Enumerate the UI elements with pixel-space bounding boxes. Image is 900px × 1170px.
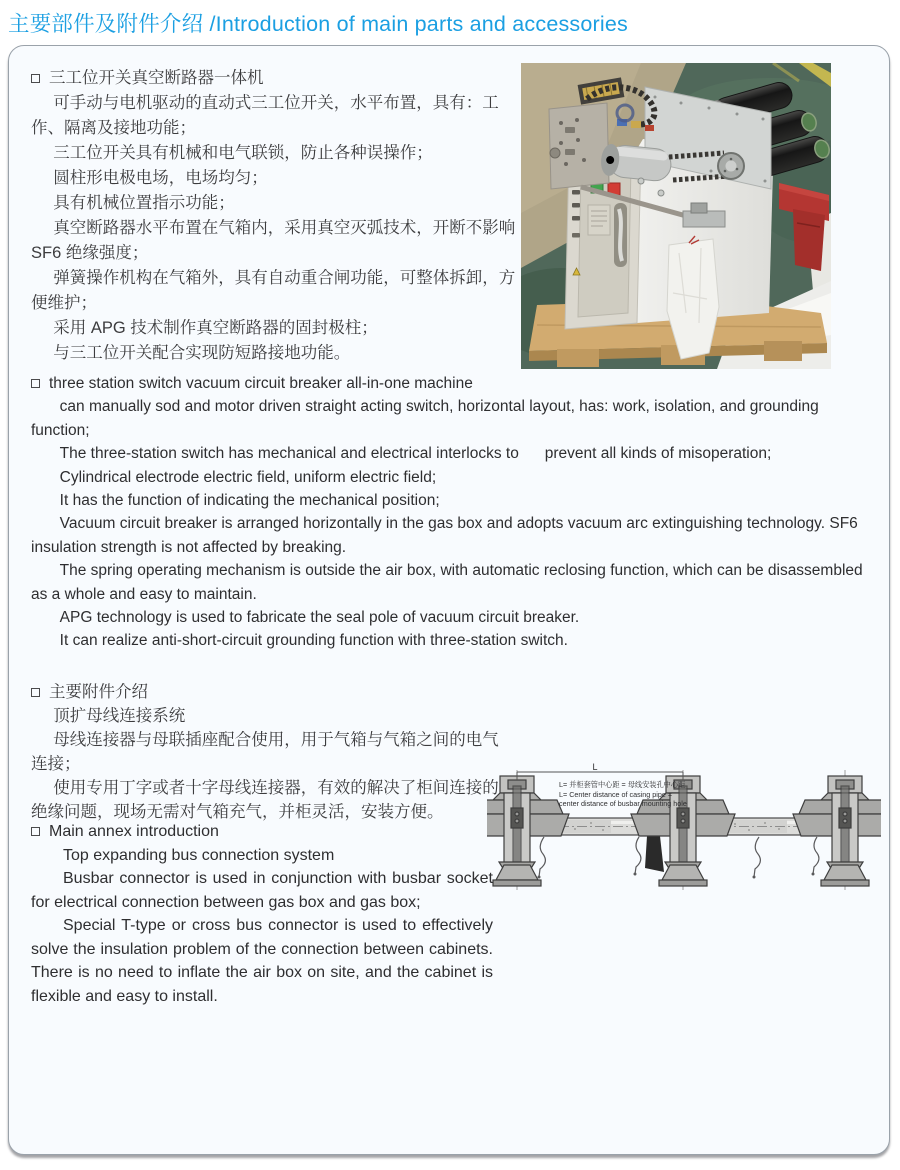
square-bullet-icon	[31, 827, 40, 836]
section2-en-subheading: Top expanding bus connection system	[63, 846, 335, 864]
drawing-note-cn: L= 并柜套管中心距 = 母线安装孔中心距	[559, 780, 686, 789]
square-bullet-icon	[31, 74, 40, 83]
paragraph: 采用 APG 技术制作真空断路器的固封极柱；	[53, 319, 378, 337]
section1-chinese	[31, 66, 523, 366]
section2-en-heading-row	[31, 820, 493, 844]
bus-connection-illustration	[487, 760, 881, 890]
paragraph: The three-station switch has mechanical and electrical interlocks to prevent all kinds of misoperation;	[59, 445, 772, 463]
section2-en-heading: Main annex introduction	[49, 823, 219, 840]
section1-en-heading-row	[31, 372, 873, 395]
paragraph: 具有机械位置指示功能；	[53, 194, 235, 212]
paragraph: 与三工位开关配合实现防短路接地功能。	[53, 344, 351, 362]
square-bullet-icon	[31, 688, 40, 697]
paragraph: It has the function of indicating the mechanical position;	[59, 492, 440, 510]
paragraph: Cylindrical electrode electric field, uniform electric field;	[59, 468, 437, 486]
section2-en-paragraphs	[31, 867, 493, 1008]
paragraph: It can realize anti-short-circuit grounding function with three-station switch.	[59, 632, 568, 650]
paragraph: 真空断路器水平布置在气箱内，采用真空灭弧技术，开断不影响 SF6 绝缘强度；	[31, 219, 516, 262]
paragraph: 弹簧操作机构在气箱外，具有自动重合闸功能，可整体拆卸，方便维护；	[31, 269, 516, 312]
section2-cn-paragraphs	[31, 728, 509, 824]
content-card	[8, 45, 890, 1155]
square-bullet-icon	[31, 379, 40, 388]
paragraph: Special T-type or cross bus connector is used to effectively solve the insulation problem of the connection between cabinets. There is no need to inflate the air box on site, and the cabinet is flexible and easy to install.	[31, 917, 493, 1005]
section1-cn-heading: 三工位开关真空断路器一体机	[49, 69, 264, 87]
section1-cn-heading-row	[31, 66, 523, 91]
section1-english	[31, 372, 873, 653]
section1-en-heading: three station switch vacuum circuit breaker all-in-one machine	[49, 375, 473, 392]
paragraph: 母线连接器与母联插座配合使用，用于气箱与气箱之间的电气连接；	[31, 731, 499, 773]
paragraph: APG technology is used to fabricate the seal pole of vacuum circuit breaker.	[59, 609, 580, 627]
drawing-note-en-line1: L= Center distance of casing pipe =	[559, 790, 673, 799]
section1-cn-paragraphs	[31, 91, 523, 366]
bus-connection-drawing	[487, 760, 881, 890]
section2-cn-heading-row	[31, 680, 509, 704]
paragraph: Vacuum circuit breaker is arranged horizontally in the gas box and adopts vacuum arc extinguishing technology. SF6 insulation strength is not affected by breaking.	[31, 515, 863, 556]
drawing-dimension-label: L	[592, 762, 598, 772]
section2-cn-heading: 主要附件介绍	[49, 683, 148, 701]
drawing-note-en-line2: center distance of busbar mounting hole	[559, 799, 687, 808]
paragraph: 圆柱形电极电场，电场均匀；	[53, 169, 268, 187]
section2-cn-subheading: 顶扩母线连接系统	[53, 707, 186, 725]
paragraph: 三工位开关具有机械和电气联锁，防止各种误操作；	[53, 144, 433, 162]
paragraph: 可手动与电机驱动的直动式三工位开关，水平布置，具有：工作、隔离及接地功能；	[31, 94, 499, 137]
paragraph: 使用专用丁字或者十字母线连接器，有效的解决了柜间连接的绝缘问题，现场无需对气箱充气，并柜灵活，安装方便。	[31, 779, 499, 821]
section2-chinese	[31, 680, 509, 824]
paragraph: Busbar connector is used in conjunction with busbar socket for electrical connection between gas box and gas box;	[31, 870, 493, 911]
paragraph: can manually sod and motor driven straight acting switch, horizontal layout, has: work, isolation, and grounding function;	[31, 398, 824, 439]
product-photo-illustration	[521, 63, 831, 369]
product-photo	[521, 63, 831, 369]
section2-english	[31, 820, 493, 1008]
page-title: 主要部件及附件介绍 /Introduction of main parts and accessories	[8, 12, 628, 36]
paragraph: The spring operating mechanism is outside the air box, with automatic reclosing function, which can be disassembled as a whole and easy to maintain.	[31, 562, 867, 603]
section1-en-paragraphs	[31, 395, 873, 652]
